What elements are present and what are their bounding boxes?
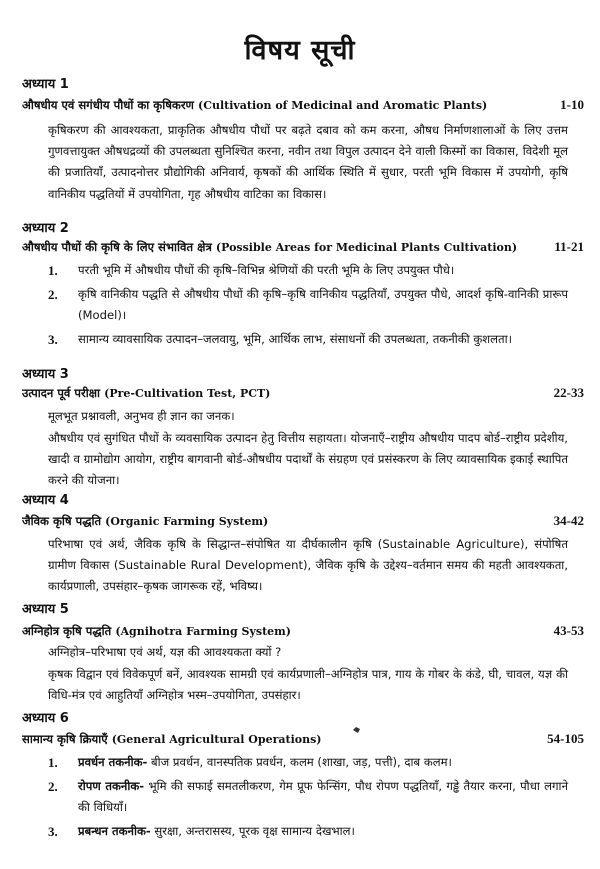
chapter-1-summary: कृषिकरण की आवश्यकता, प्राकृतिक औषधीय पौधों पर बढ़ते दबाव को कम करना, औषध निर्माणशालाओं के लिए उत्तम गुणवत्तायुक्त औषधद्रव्यों की उपलब्धता सुनिश्चित करना, नवीन तथा विपुल उत्पादन देने वाली किस्मों का विकास, विदेशी मूल की प्रजातियाँ, उत्पादनोत्तर प्रौद्योगिकी अनिवार्य, कृषकों की आर्थिक स्थिति में सुधार, परती भूमि विकास में उपयोगी, कृषि वानिकीय पद्धतियों में उपयोगिता, गृह औषधीय वाटिका का विकास। (48, 123, 568, 201)
chapter-3-heading-hindi: उत्पादन पूर्व परीक्षा (22, 386, 101, 400)
list-item-text: परती भूमि में औषधीय पौधों की कृषि–विभिन्न श्रेणियों की परती भूमि के लिए उपयुक्त पौधे। (78, 263, 455, 277)
page-title: विषय सूची (244, 35, 356, 66)
list-item-bold-label: प्रबन्धन तकनीक- (78, 824, 151, 838)
chapter-5-pages: 43-53 (553, 623, 584, 638)
list-item (48, 752, 568, 773)
chapter-2-heading-hindi: औषधीय पौधों की कृषि के लिए संभावित क्षेत्र (22, 240, 212, 254)
list-item-bold-label: प्रवर्धन तकनीक- (78, 755, 148, 769)
chapter-5-heading-english: (Agnihotra Farming System) (115, 625, 292, 638)
chapter-1-label: अध्याय 1 (22, 77, 69, 92)
chapter-3-heading-english: (Pre-Cultivation Test, PCT) (104, 387, 271, 400)
list-item-number: 2. (48, 779, 58, 794)
chapter-3-summary-1: मूलभूत प्रश्नावली, अनुभव ही ज्ञान का जनक। (48, 409, 235, 423)
chapter-4-heading-english: (Organic Farming System) (105, 515, 269, 528)
chapter-1-pages: 1-10 (560, 97, 584, 112)
list-item-text: भूमि की सफाई समतलीकरण, गेम प्रूफ फेन्सिंग, पौध रोपण पद्धतियाँ, गड्ढे तैयार करना, पौधा लगाने की विधियाँ। (78, 779, 568, 814)
chapter-6-heading-english: (General Agricultural Operations) (111, 733, 322, 746)
chapter-5-summary-1: अग्निहोत्र–परिभाषा एवं अर्थ, यज्ञ की आवश्यकता क्यों ? (48, 645, 282, 659)
chapter-4-heading (22, 514, 532, 529)
chapter-3-heading (22, 386, 532, 401)
list-item-number: 2. (48, 287, 58, 302)
chapter-6-label: अध्याय 6 (22, 711, 69, 726)
chapter-6-pages: 54-105 (547, 731, 584, 746)
list-item (48, 284, 568, 326)
list-item (48, 260, 568, 281)
chapter-6-heading-hindi: सामान्य कृषि क्रियाएँ (22, 732, 108, 746)
chapter-5-label: अध्याय 5 (22, 602, 69, 617)
chapter-4-label: अध्याय 4 (22, 493, 69, 508)
chapter-3-label: अध्याय 3 (22, 367, 69, 382)
ink-mark-icon (352, 726, 362, 734)
chapter-1-heading (22, 98, 532, 113)
chapter-2-pages: 11-21 (554, 239, 584, 254)
list-item-number: 3. (48, 332, 58, 347)
chapter-2-heading (22, 240, 532, 255)
chapter-5-heading (22, 624, 532, 639)
list-item-text: बीज प्रवर्धन, वानस्पतिक प्रवर्धन, कलम (शाखा, जड़, पत्ती), दाब कलम। (147, 755, 452, 769)
chapter-1-heading-english: (Cultivation of Medicinal and Aromatic Plants) (198, 99, 488, 112)
chapter-2-heading-english: (Possible Areas for Medicinal Plants Cultivation) (215, 241, 518, 254)
chapter-5-heading-hindi: अग्निहोत्र कृषि पद्धति (22, 624, 112, 638)
list-item-bold-label: रोपण तकनीक- (78, 779, 145, 793)
chapter-2-label: अध्याय 2 (22, 221, 69, 236)
chapter-4-heading-hindi: जैविक कृषि पद्धति (22, 514, 102, 528)
list-item-number: 1. (48, 263, 58, 278)
list-item-number: 3. (48, 824, 58, 839)
chapter-4-summary: परिभाषा एवं अर्थ, जैविक कृषि के सिद्धान्त–संपोषित या दीर्घकालीन कृषि (Sustainable Agriculture), संपोषित ग्रामीण विकास (Sustainable Rural Development), जैविक कृषि के उद्देश्य–वर्तमान समय की महती आवश्यकता, कार्यप्रणाली, उपसंहार–कृषक जागरूक रहें, भविष्य। (48, 537, 568, 594)
chapter-3-pages: 22-33 (553, 385, 584, 400)
list-item-text: सामान्य व्यावसायिक उत्पादन–जलवायु, भूमि, आर्थिक लाभ, संसाधनों की उपलब्धता, तकनीकी कुशलता। (78, 332, 512, 346)
list-item-text: कृषि वानिकीय पद्धति से औषधीय पौधों की कृषि–कृषि वानिकीय पद्धतियाँ, उपयुक्त पौधे, आदर्श कृषि-वानिकी प्रारूप (Model)। (78, 287, 568, 322)
list-item (48, 821, 568, 842)
chapter-4-pages: 34-42 (553, 513, 584, 528)
chapter-2-items (48, 260, 568, 353)
list-item (48, 776, 568, 818)
chapter-6-heading (22, 732, 532, 747)
chapter-5-summary-2: कृषक विद्वान एवं विवेकपूर्ण बनें, आवश्यक सामग्री एवं कार्यप्रणाली–अग्निहोत्र पात्र, गाय के गोबर के कंडे, घी, चावल, यज्ञ की विधि-मंत्र एवं आहुतियाँ अग्निहोत्र भस्म–उपयोगिता, उपसंहार। (48, 667, 568, 703)
list-item (48, 329, 568, 350)
chapter-6-items (48, 752, 568, 845)
list-item-text: सुरक्षा, अन्तरासस्य, पूरक वृक्ष सामान्य देखभाल। (150, 824, 355, 838)
chapter-3-summary-2: औषधीय एवं सुगंधित पौधों के व्यवसायिक उत्पादन हेतु वित्तीय सहायता। योजनाएँ–राष्ट्रीय औषधीय पादप बोर्ड–राष्ट्रीय प्रदेशीय, खादी व ग्रामोद्योग आयोग, राष्ट्रीय बागवानी बोर्ड-औषधीय पदार्थों के संग्रहण एवं प्रसंस्करण के लिए व्यावसायिक इकाई स्थापित करने की योजना। (48, 431, 568, 488)
chapter-1-heading-hindi: औषधीय एवं सगंधीय पौधों का कृषिकरण (22, 98, 194, 112)
list-item-number: 1. (48, 755, 58, 770)
